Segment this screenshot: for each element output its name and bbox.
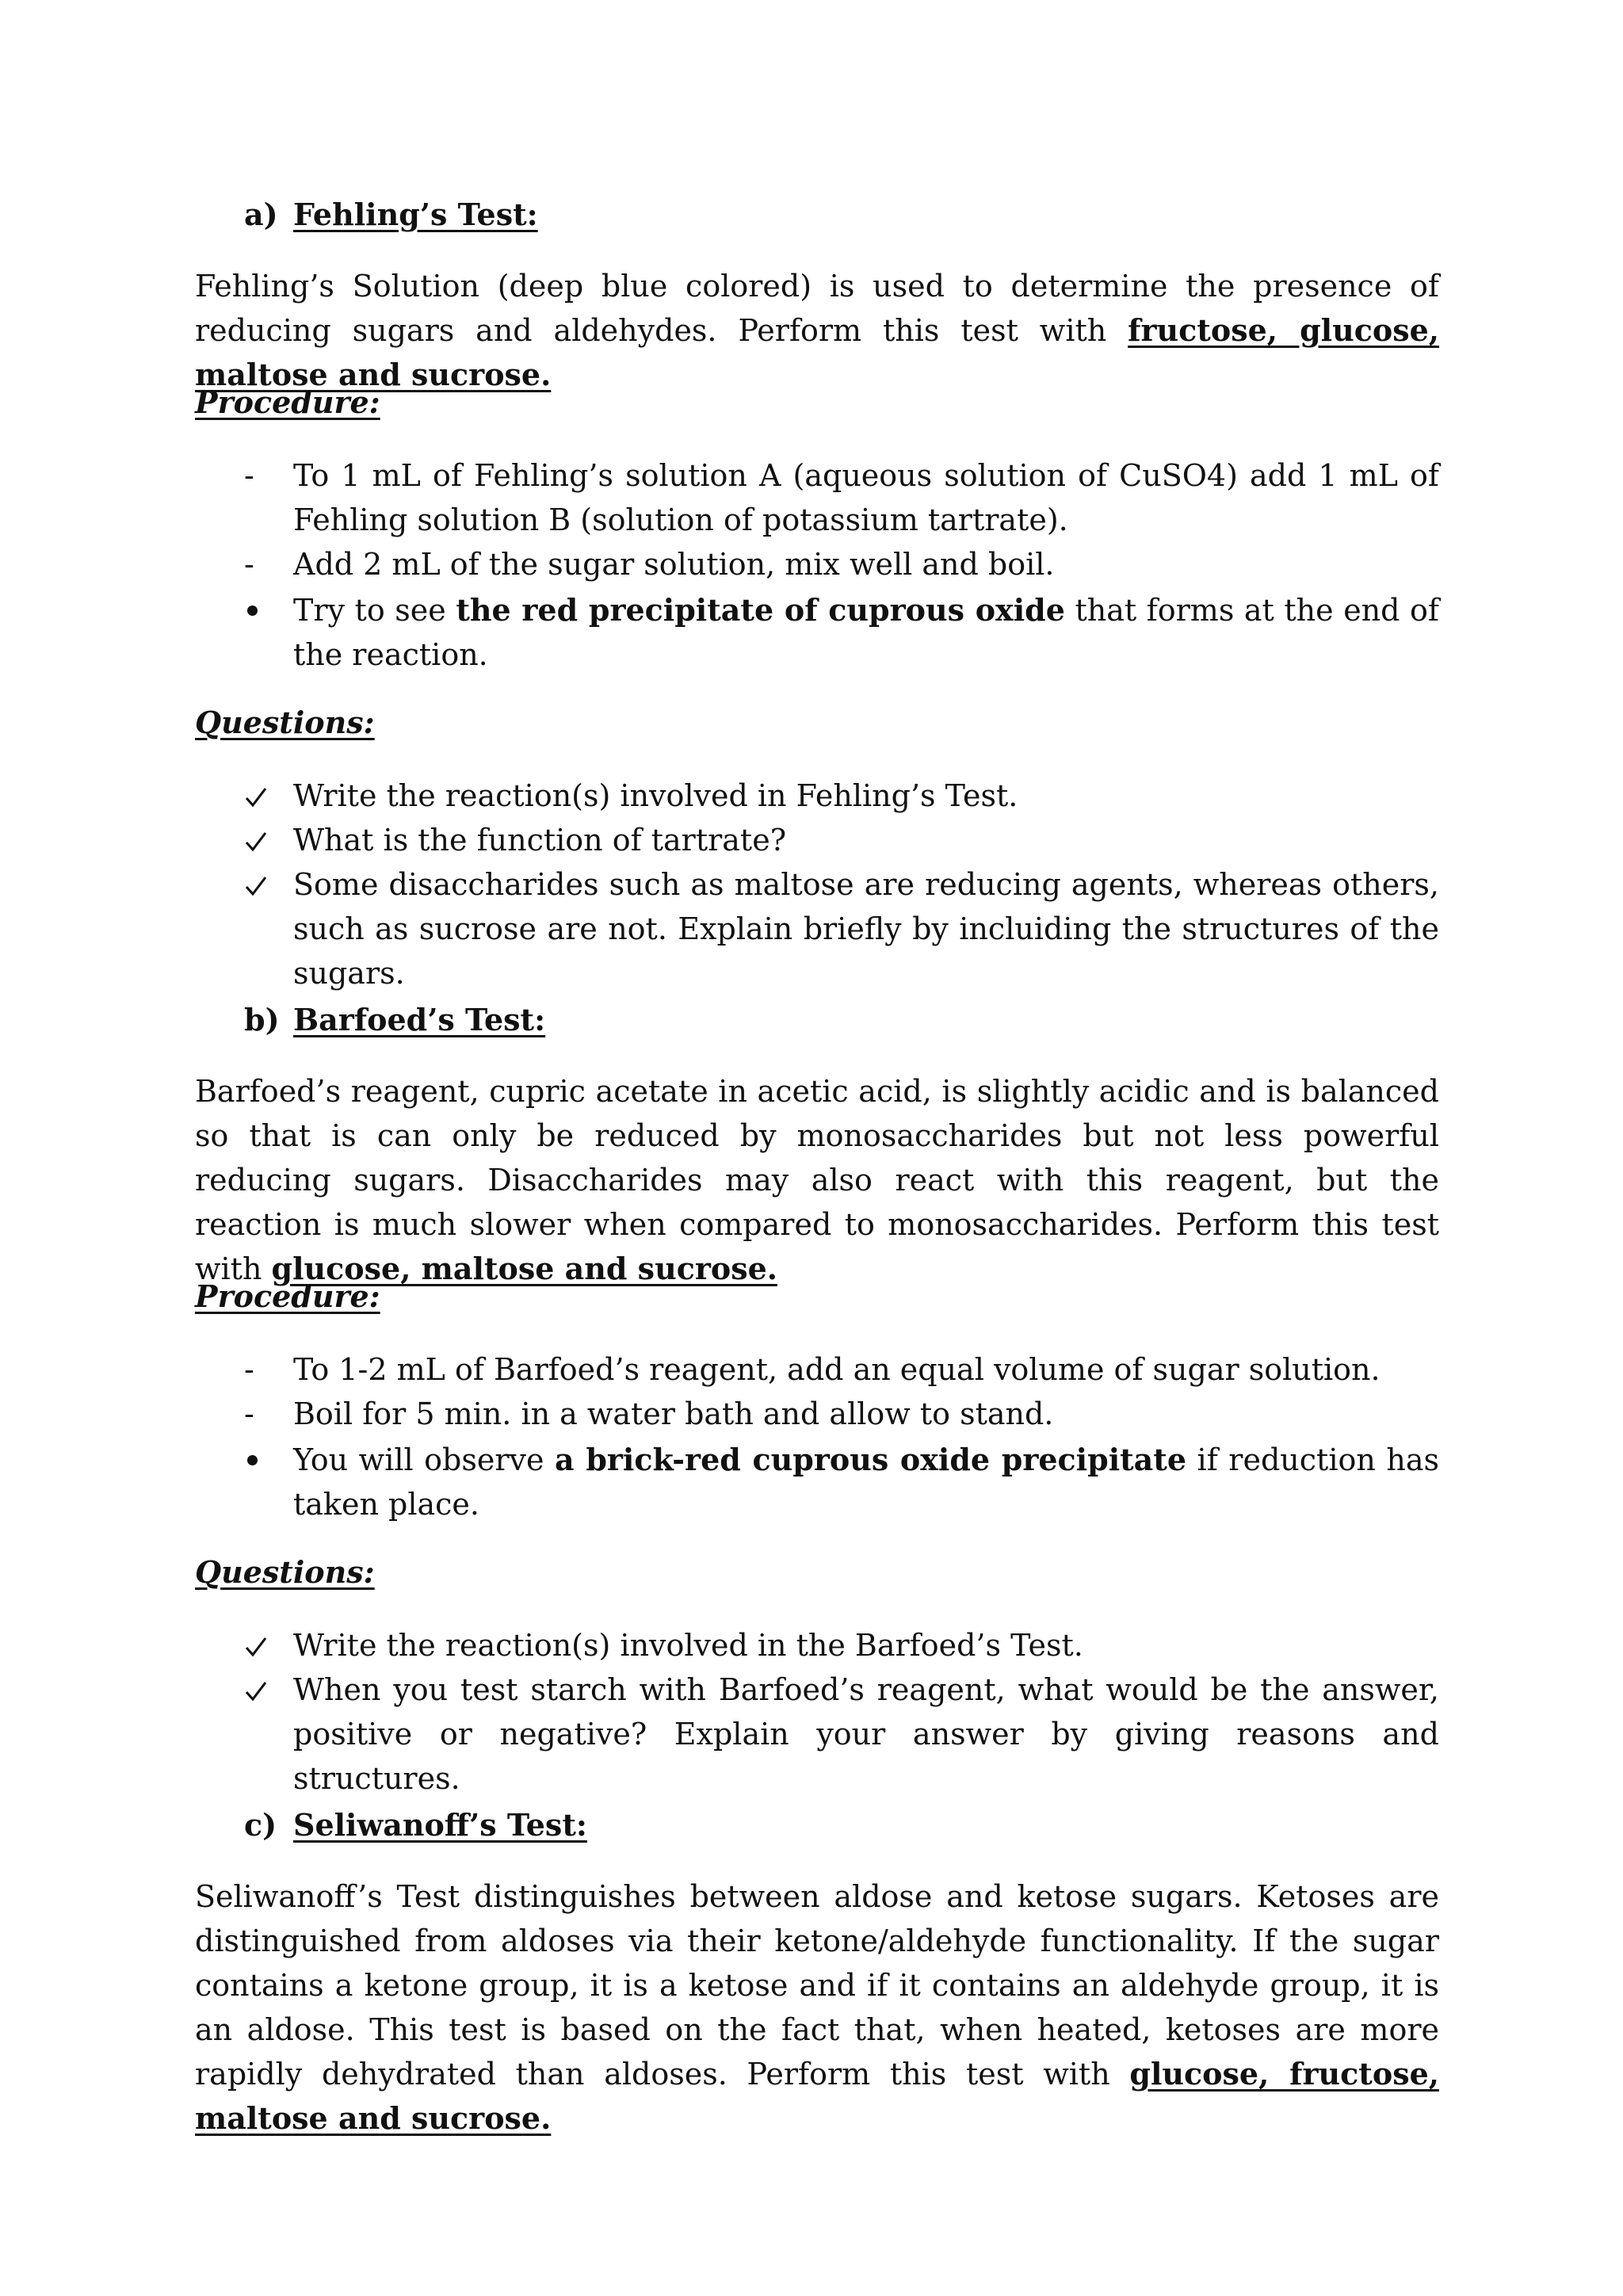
bullet-text: if reduction has taken place. xyxy=(293,1442,1439,1522)
procedure-label: Procedure: xyxy=(195,384,380,420)
procedure-step xyxy=(244,542,1439,586)
question-text: What is the function of tartrate? xyxy=(293,823,787,858)
checkmark-icon xyxy=(244,830,268,854)
sugar-list-highlight: glucose, fructose, maltose and sucrose. xyxy=(195,2056,1440,2136)
section-heading-barfoed xyxy=(195,998,545,1042)
section-title: Seliwanoff’s Test: xyxy=(293,1807,587,1843)
section-heading-fehling xyxy=(195,193,538,237)
procedure-label: Procedure: xyxy=(195,1278,380,1314)
section-letter: c) xyxy=(244,1807,277,1843)
sugar-list-highlight: fructose, glucose, maltose and sucrose. xyxy=(195,312,1440,392)
question-item xyxy=(244,1623,1439,1668)
section-heading-seliwanoff xyxy=(195,1803,587,1847)
question-text: Write the reaction(s) involved in the Barfoed’s Test. xyxy=(293,1628,1083,1663)
question-text: Write the reaction(s) involved in Fehling’s Test. xyxy=(293,778,1018,813)
section-title: Barfoed’s Test: xyxy=(293,1002,546,1037)
bullet-text: that forms at the end of the reaction. xyxy=(293,593,1439,672)
question-item xyxy=(244,1668,1439,1801)
dash-marker: - xyxy=(244,1396,254,1431)
intro-text: Seliwanoff’s Test distinguishes between aldose and ketose sugars. Ketoses are distinguished from aldoses via their ketone/aldehyde functionality. If the sugar contains a ketone group, it is a ketose and if it contains an aldehyde group, it is an aldose. This test is based on the fact that, when heated, ketoses are more rapidly dehydrated than aldoses. Perform this test with xyxy=(195,1879,1439,2092)
procedure-step xyxy=(244,1347,1439,1392)
question-text: When you test starch with Barfoed’s reagent, what would be the answer, positive or negative? Explain your answer by giving reasons and structures. xyxy=(293,1672,1439,1796)
section-letter: b) xyxy=(244,1002,280,1037)
questions-label: Questions: xyxy=(195,1554,375,1590)
bullet-icon xyxy=(247,606,258,616)
intro-paragraph-seliwanoff xyxy=(195,1874,1439,2141)
procedure-step-text: To 1 mL of Fehling’s solution A (aqueous solution of CuSO4) add 1 mL of Fehling solution B (solution of potassium tartrate). xyxy=(293,458,1439,537)
checkmark-icon xyxy=(244,1635,268,1659)
sugar-list-highlight: glucose, maltose and sucrose. xyxy=(271,1251,778,1286)
bullet-icon xyxy=(247,1455,258,1465)
intro-text: Barfoed’s reagent, cupric acetate in acetic acid, is slightly acidic and is balanced so that is can only be reduced by monosaccharides but not less powerful reducing sugars. Disaccharides may also react with this reagent, but the reaction is much slower when compared to monosaccharides. Perform this test with xyxy=(195,1074,1439,1286)
checkmark-icon xyxy=(244,874,268,898)
section-letter: a) xyxy=(244,197,278,232)
bullet-text: Try to see xyxy=(293,593,456,628)
intro-paragraph-fehling xyxy=(195,264,1439,397)
procedure-step-text: Boil for 5 min. in a water bath and allow to stand. xyxy=(293,1396,1054,1431)
procedure-step xyxy=(244,453,1439,542)
procedure-step xyxy=(244,1392,1439,1436)
question-text: Some disaccharides such as maltose are reducing agents, whereas others, such as sucrose are not. Explain briefly by incluiding the structures of the sugars. xyxy=(293,867,1439,991)
question-item xyxy=(244,774,1439,818)
checkmark-icon xyxy=(244,785,268,809)
question-item xyxy=(244,862,1439,995)
checkmark-icon xyxy=(244,1679,268,1703)
section-title: Fehling’s Test: xyxy=(293,197,538,232)
bullet-text: You will observe xyxy=(293,1442,556,1477)
dash-marker: - xyxy=(244,458,254,493)
questions-label: Questions: xyxy=(195,705,375,740)
dash-marker: - xyxy=(244,1352,254,1387)
dash-marker: - xyxy=(244,547,254,582)
intro-paragraph-barfoed xyxy=(195,1069,1439,1291)
procedure-bullet xyxy=(244,588,1439,677)
procedure-step-text: To 1-2 mL of Barfoed’s reagent, add an equal volume of sugar solution. xyxy=(293,1352,1381,1387)
question-item xyxy=(244,818,1439,862)
bullet-bold-text: a brick-red cuprous oxide precipitate xyxy=(555,1442,1187,1477)
bullet-bold-text: the red precipitate of cuprous oxide xyxy=(456,592,1065,628)
procedure-bullet xyxy=(244,1438,1439,1526)
procedure-step-text: Add 2 mL of the sugar solution, mix well and boil. xyxy=(293,547,1055,582)
intro-text: Fehling’s Solution (deep blue colored) is used to determine the presence of reducing sugars and aldehydes. Perform this test with xyxy=(195,269,1439,348)
